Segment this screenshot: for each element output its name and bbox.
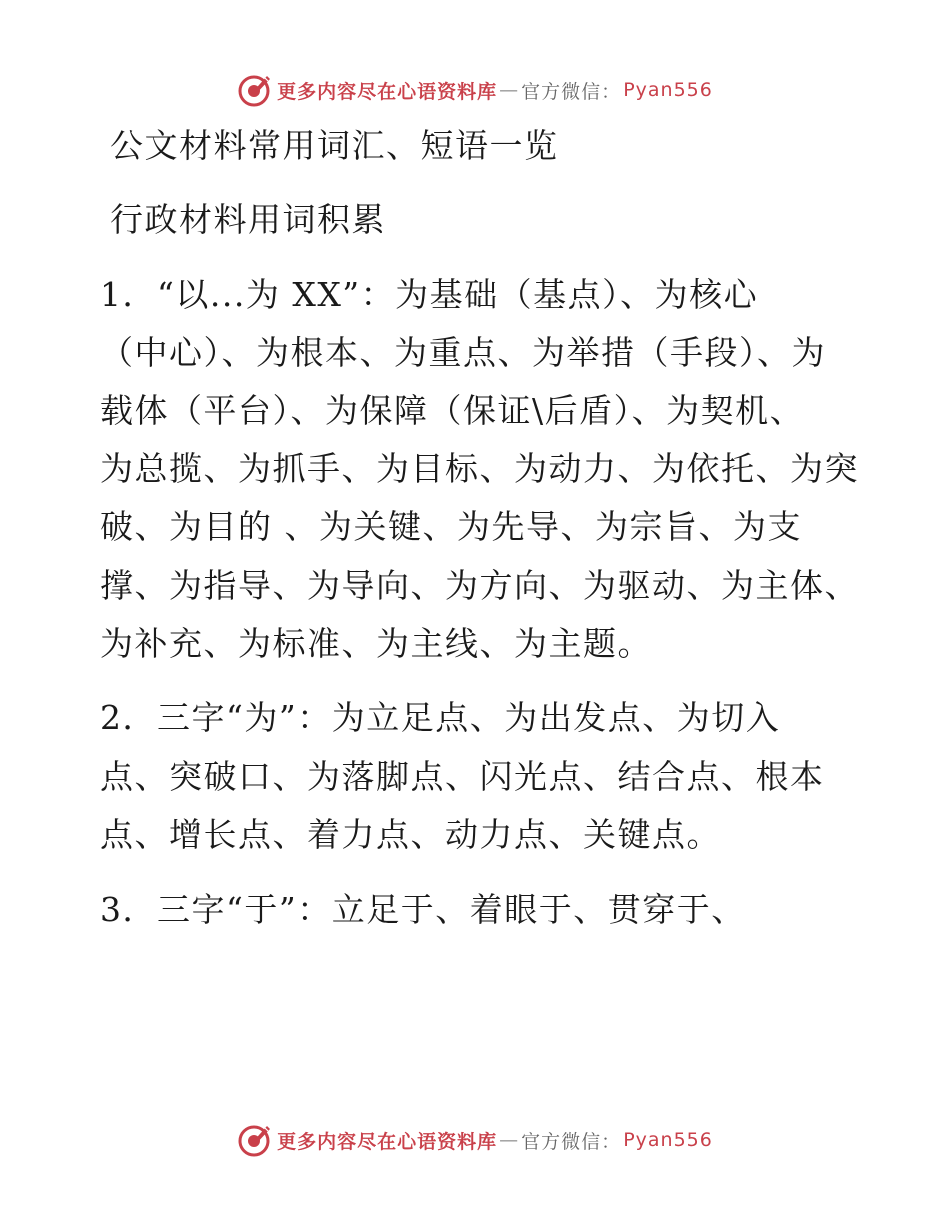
text-line: 撑、为指导、为导向、为方向、为驱动、为主体、: [100, 566, 859, 605]
text-line: 点、突破口、为落脚点、闪光点、结合点、根本: [100, 757, 825, 796]
header-watermark: [0, 70, 950, 110]
text-line: 为总揽、为抓手、为目标、为动力、为依托、为突: [100, 449, 859, 488]
text-line: （中心）、为根本、为重点、为举措（手段）、为: [100, 333, 826, 372]
text-line: 破、为目的 、为关键、为先导、为宗旨、为支: [100, 507, 802, 546]
watermark-official-label: 官方微信：: [521, 1130, 622, 1153]
document-subtitle: 行政材料用词积累: [110, 200, 386, 239]
watermark-text: 更多内容尽在心语资料库: [277, 1130, 498, 1153]
footer-watermark: [0, 1120, 950, 1160]
quill-logo-icon: [237, 72, 273, 108]
text-line: 1．“以...为 XX”：为基础（基点）、为核心: [100, 275, 759, 314]
watermark-text: 更多内容尽在心语资料库: [277, 80, 498, 103]
text-line: 载体（平台）、为保障（保证\后盾）、为契机、: [100, 391, 805, 430]
watermark-wechat-id: Pyan556: [623, 79, 713, 101]
text-line: 3．三字“于”：立足于、着眼于、贯穿于、: [100, 890, 746, 929]
document-title: 公文材料常用词汇、短语一览: [110, 126, 559, 165]
text-line: 2．三字“为”：为立足点、为出发点、为切入: [100, 698, 781, 737]
watermark-separator: —: [499, 79, 520, 101]
quill-logo-icon: [237, 1122, 273, 1158]
text-line: 为补充、为标准、为主线、为主题。: [100, 624, 652, 663]
text-line: 点、增长点、着力点、动力点、关键点。: [100, 815, 721, 854]
watermark-wechat-id: Pyan556: [623, 1129, 713, 1151]
watermark-official-label: 官方微信：: [521, 80, 622, 103]
watermark-separator: —: [499, 1129, 520, 1151]
